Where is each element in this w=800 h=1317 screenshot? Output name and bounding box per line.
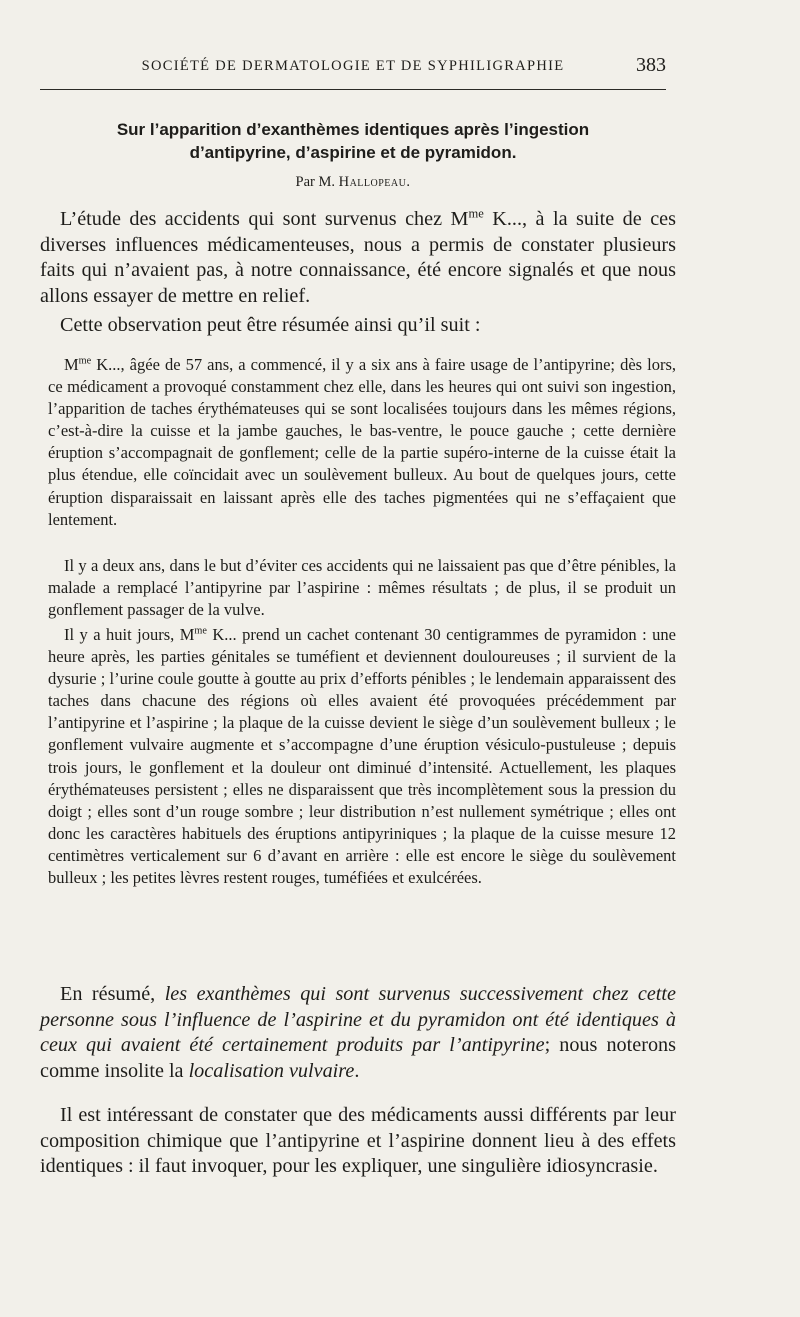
article-title-line-1: Sur l’apparition d’exanthèmes identiques après l’ingestion	[116, 120, 590, 139]
byline-author: Hallopeau.	[338, 174, 411, 190]
conclusion-text-end: .	[354, 1060, 360, 1083]
observation-1-superscript: me	[78, 355, 92, 367]
byline-prefix: Par M.	[295, 174, 335, 190]
intro-paragraph	[40, 207, 676, 310]
final-paragraph: Il est intéressant de constater que des médicaments aussi différents par leur composition chimique que l’antipyrine et l’aspirine donnent lieu à des effets identiques : il faut invoquer, pour les expliquer, une singulière idiosyncrasie.	[40, 1104, 676, 1178]
observation-paragraph-3	[48, 624, 676, 889]
observation-paragraph-1	[48, 354, 676, 531]
byline	[40, 174, 666, 191]
header-divider	[40, 89, 666, 90]
conclusion-text-middle: ; nous noterons comme insolite la	[40, 1034, 676, 1083]
observation-1-text-end: K..., âgée de 57 ans, a commencé, il y a six ans à faire usage de l’antipyrine; dès lors, ce médicament a provoqué constamment chez elle, dans les heures qui ont suivi son ingestion, l’apparition de taches érythémateuses qui se sont localisées toujours dans les mêmes régions, c’est-à-dire la cuisse et la jambe gauches, le bas-ventre, le pouce gauche ; cette dernière éruption s’accompagnait de gonflement; celle de la partie supéro-interne de la cuisse était la plus étendue, elle coïncidait avec un soulèvement bulleux. Au bout de quelques jours, cette éruption disparaissait en laissant après elle des taches pigmentées qui ne s’effaçaient que lentement.	[48, 355, 676, 529]
intro-superscript: me	[468, 206, 484, 221]
conclusion-text-start: En résumé,	[60, 983, 165, 1005]
conclusion-paragraph	[40, 982, 676, 1085]
observation-1-text-start: M	[64, 355, 79, 374]
page-number: 383	[636, 54, 666, 76]
running-head-title: SOCIÉTÉ DE DERMATOLOGIE ET DE SYPHILIGRAPHIE	[141, 58, 565, 74]
running-head	[40, 54, 666, 78]
summary-lead-paragraph: Cette observation peut être résumée ainsi qu’il suit :	[60, 314, 481, 336]
article-title-line-2: d’antipyrine, d’aspirine et de pyramidon.	[189, 143, 517, 162]
intro-text-end: K..., à la suite de ces diverses influences médicamenteuses, nous a permis de constater plusieurs faits qui n’avaient pas, à notre connaissance, été encore signalés et que nous allons essayer de mettre en relief.	[40, 208, 676, 308]
observation-3-text-end: K... prend un cachet contenant 30 centigrammes de pyramidon : une heure après, les parties génitales se tuméfient et deviennent douloureuses ; il survient de la dysurie ; l’urine coule goutte à goutte au prix d’efforts pénibles ; le lendemain apparaissent des taches dans chacune des régions où elles avaient été provoquées précédemment par l’antipyrine et l’aspirine ; la plaque de la cuisse devient le siège d’un soulèvement bulleux ; le gonflement vulvaire augmente et s’accompagne d’une éruption vésiculo-pustuleuse ; depuis trois jours, le gonflement et la douleur ont diminué d’intensité. Actuellement, les plaques érythémateuses persistent ; elles ne disparaissent que très incomplètement sous la pression du doigt ; elles sont d’un rouge sombre ; leur distribution n’est nullement symétrique ; elles ont donc les caractères habituels des éruptions antipyriniques ; la plaque de la cuisse mesure 12 centimètres verticalement sur 6 d’avant en arrière : elle est encore le siège du soulèvement bulleux ; les petites lèvres restent rouges, tuméfiées et exulcérées.	[48, 625, 676, 888]
observation-3-superscript: me	[194, 625, 207, 637]
conclusion-italic-term: localisation vulvaire	[188, 1060, 355, 1083]
observation-3-text-start: Il y a huit jours, M	[64, 625, 195, 644]
observation-paragraph-2: Il y a deux ans, dans le but d’éviter ces accidents qui ne laissaient pas que d’être pénibles, la malade a remplacé l’antipyrine par l’aspirine : mêmes résultats ; de plus, il se produit un gonflement passager de la vulve.	[48, 556, 676, 620]
article-title	[40, 118, 666, 164]
intro-text-start: L’étude des accidents qui sont survenus chez M	[60, 208, 469, 230]
conclusion-italic-statement: les exanthèmes qui sont survenus successivement chez cette personne sous l’influence de l’aspirine et du pyramidon ont été identiques à ceux qui avaient été certainement produits par l’antipyrine	[40, 983, 676, 1057]
